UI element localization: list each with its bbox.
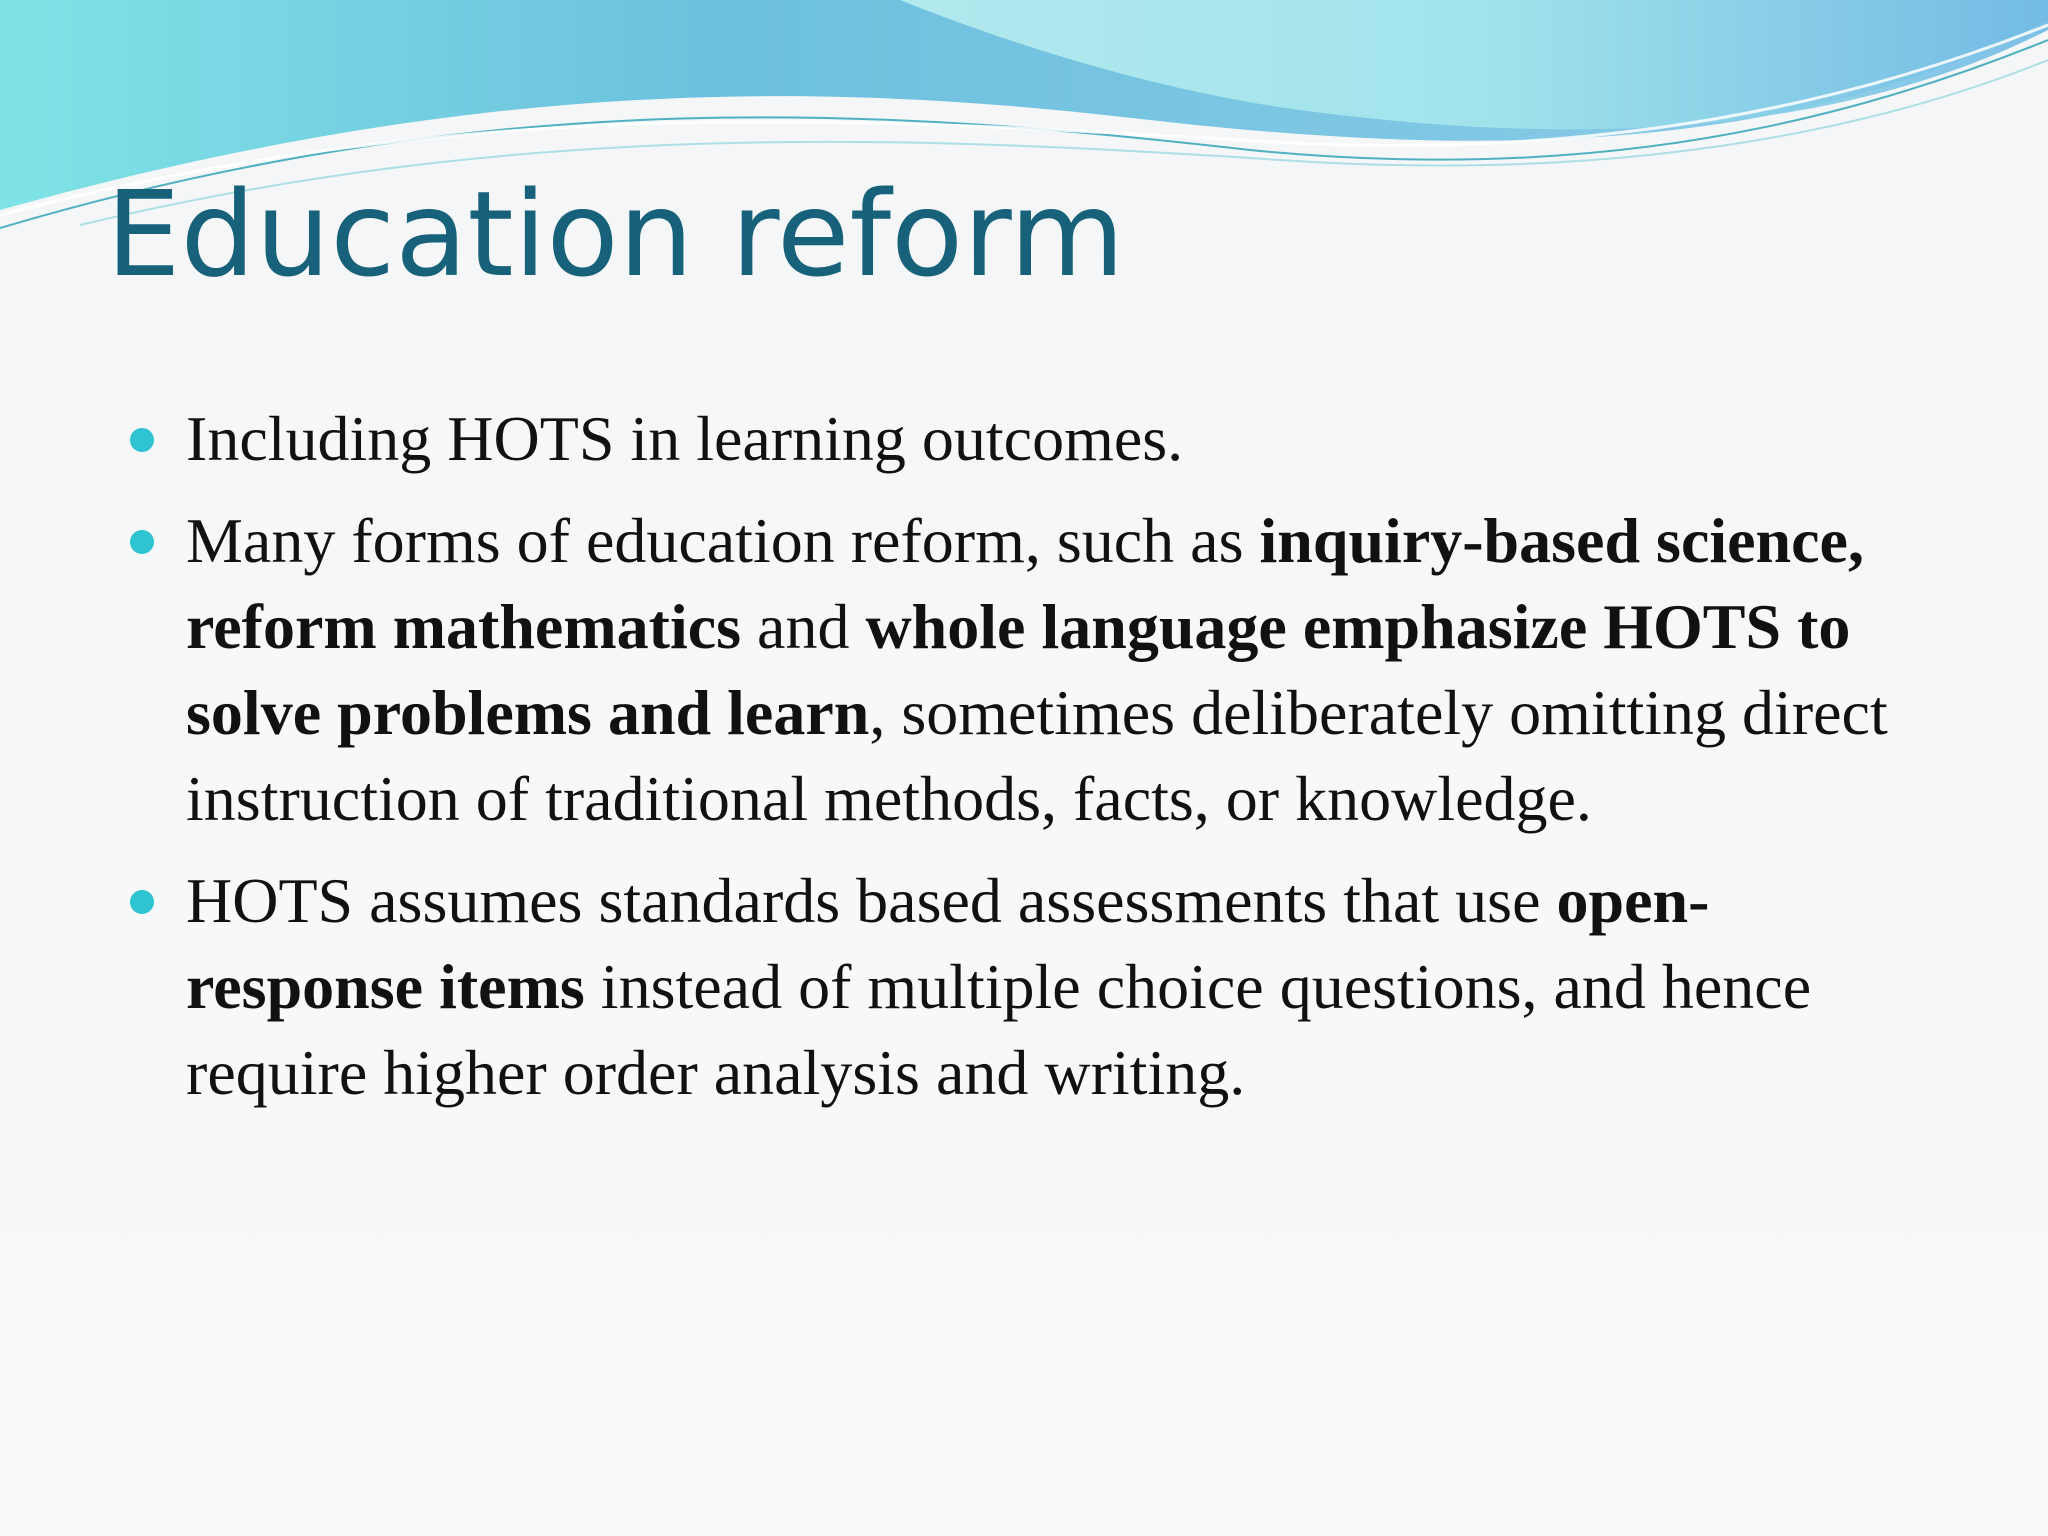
bullet-text bbox=[186, 403, 1183, 474]
bullet-text-part: , sometimes deliberately omitting direct instruction of traditional methods, facts, or knowledge. bbox=[186, 677, 1888, 834]
bullet-item bbox=[130, 858, 1930, 1116]
bullet-text-bold: open-response items bbox=[186, 865, 1710, 1022]
bullet-text bbox=[186, 505, 1888, 834]
bullet-list bbox=[130, 396, 1930, 1132]
bullet-text-part: instead of multiple choice questions, and hence require higher order analysis and writing. bbox=[186, 951, 1812, 1108]
bullet-item bbox=[130, 498, 1930, 842]
bullet-dot-icon bbox=[130, 428, 154, 452]
bullet-text-part: and bbox=[741, 591, 866, 662]
slide-title: Education reform bbox=[106, 165, 1125, 303]
bullet-dot-icon bbox=[130, 530, 154, 554]
bullet-item bbox=[130, 396, 1930, 482]
bullet-text-bold: inquiry-based science, reform mathematics bbox=[186, 505, 1864, 662]
bullet-text-bold: whole language emphasize HOTS to solve problems and learn bbox=[186, 591, 1851, 748]
bullet-text-part: HOTS assumes standards based assessments that use bbox=[186, 865, 1557, 936]
bullet-text bbox=[186, 865, 1811, 1108]
bullet-text-part: Including HOTS in learning outcomes. bbox=[186, 403, 1184, 474]
bullet-text-part: Many forms of education reform, such as bbox=[186, 505, 1260, 576]
bullet-dot-icon bbox=[130, 890, 154, 914]
